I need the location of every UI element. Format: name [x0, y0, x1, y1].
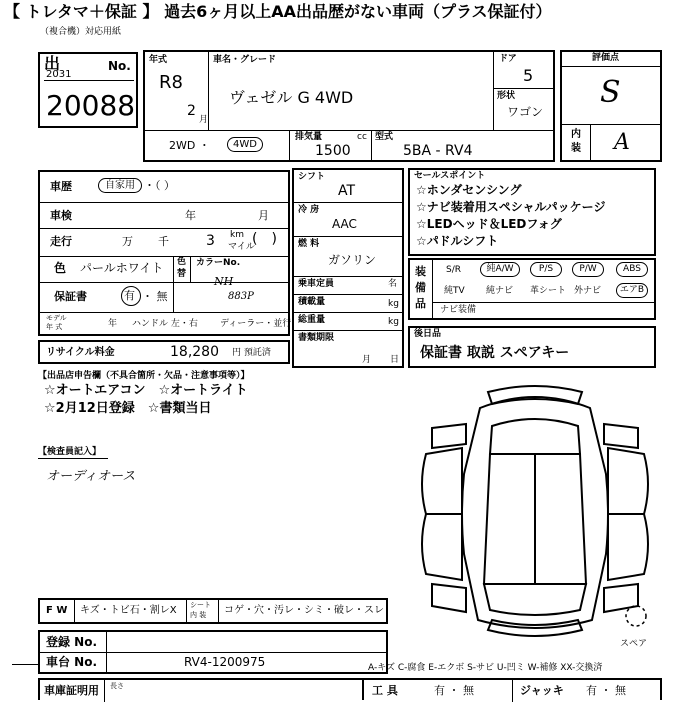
form-subnote: （複合機）対応用紙 — [40, 27, 122, 37]
lot-small-number: 2031 — [46, 69, 72, 80]
shape-value: ワゴン — [507, 105, 544, 119]
nenshiki-month-unit: 月 — [199, 115, 209, 125]
shako-label: 車庫証明用 — [44, 684, 99, 697]
katashiki-value: 5BA - RV4 — [403, 143, 473, 159]
car-rear-window — [484, 584, 586, 615]
colorno-value-2: 883P — [228, 291, 254, 302]
doors-value: 5 — [523, 66, 534, 85]
soukou-label: 走行 — [50, 235, 72, 248]
shorui-month: 月 — [362, 355, 372, 365]
chadai-label: 車台 No. — [46, 655, 98, 669]
shareki-rest: ・（ ） — [144, 179, 175, 192]
inspector-note: オーディオース — [46, 469, 136, 484]
doors-label: ドア — [499, 54, 517, 64]
soukou-unit-km: km — [230, 230, 244, 240]
car-windshield — [490, 419, 580, 454]
score-label: 評価点 — [592, 53, 620, 63]
nenshiki-label: 年式 — [149, 55, 168, 65]
shop-notes-line: ☆オートエアコン ☆オートライト — [44, 383, 248, 398]
interior-score-value: A — [614, 130, 630, 155]
sales-points-box — [408, 168, 656, 256]
recycle-value: 18,280 — [170, 344, 219, 360]
model-name: ヴェゼル G 4WD — [229, 88, 354, 107]
shaken-month: 月 — [258, 209, 269, 222]
equipment-label-1: 装 — [415, 265, 426, 278]
soukou-value: 3 — [206, 233, 215, 249]
equip-sr: S/R — [446, 265, 461, 275]
seat-text: コゲ・穴・汚レ・シミ・破レ・スレ — [224, 605, 384, 616]
shako-small-label: 長さ — [110, 682, 124, 690]
jack-value: 有 ・ 無 — [586, 684, 626, 697]
lot-shutsu-label: 出 — [44, 54, 61, 73]
irokae-label-1: 色 — [177, 257, 187, 267]
color-label: 色 — [54, 261, 67, 275]
shop-notes-label: 【出品店申告欄（不具合箇所・欠品・注意事項等）】 — [38, 371, 250, 381]
shape-label: 形状 — [497, 91, 516, 101]
navi-equip-label: ナビ装備 — [440, 305, 477, 315]
shareki-label: 車歴 — [50, 180, 72, 193]
car-damage-diagram — [410, 384, 660, 644]
recycle-label: リサイクル料金 — [46, 347, 115, 358]
interior-label-1: 内 — [571, 129, 581, 140]
score-value: S — [600, 75, 621, 110]
model-year-unit: 年 — [108, 319, 118, 329]
shift-label: シフト — [298, 172, 326, 182]
left-rear-door — [422, 514, 462, 580]
right-front-door — [608, 448, 648, 514]
fuel-value: ガソリン — [328, 253, 377, 267]
soukou-paren: ( ) — [252, 231, 277, 247]
fuel-label: 燃 料 — [298, 239, 320, 249]
equipment-label-2: 備 — [415, 281, 426, 294]
model-year-label-2: 年 式 — [46, 323, 63, 331]
soukou-man: 万 — [122, 235, 133, 248]
hosho-rest: ・ 無 — [142, 290, 168, 303]
atozuke-box — [408, 326, 656, 368]
sales-label: セールスポイント — [414, 171, 486, 181]
equip-abs: ABS — [616, 262, 648, 277]
fw-text: キズ・トビ石・割レX — [80, 605, 177, 616]
aircon-label: 冷 房 — [298, 205, 320, 215]
atozuke-value: 保証書 取説 スペアキー — [420, 345, 570, 361]
jack-label: ジャッキ — [520, 684, 564, 697]
garage-row — [38, 678, 388, 700]
tools-label: 工 具 — [372, 684, 398, 697]
recycle-unit: 円 預託済 — [232, 348, 271, 358]
shorui-day: 日 — [390, 355, 400, 365]
drive-2wd: 2WD ・ — [169, 139, 210, 152]
interior-label-2: 装 — [571, 143, 581, 154]
spare-label: スペア — [620, 639, 648, 649]
equip-tv: 純TV — [444, 286, 465, 296]
soujuuryou-label: 総重量 — [298, 315, 326, 325]
colorno-label: カラーNo. — [196, 258, 241, 268]
equip-navi: 純ナビ — [486, 286, 514, 296]
aircon-value: AAC — [332, 217, 357, 231]
shareki-value-circled: 自家用 — [98, 178, 142, 193]
engine-value: 1500 — [315, 143, 351, 159]
sales-item: ☆ホンダセンシング — [416, 183, 522, 197]
fw-label: F W — [46, 605, 68, 616]
soukou-sen: 千 — [158, 235, 169, 248]
touroku-label: 登録 No. — [46, 635, 98, 649]
seat-label-1: シート — [190, 601, 211, 609]
left-front-door — [422, 448, 462, 514]
sekisai-unit: kg — [388, 299, 399, 309]
model-year-row — [38, 314, 290, 336]
nenshiki-era: R8 — [159, 72, 183, 93]
hosho-ari: 有 — [124, 289, 135, 302]
engine-label: 排気量 — [295, 132, 323, 142]
sales-item: ☆パドルシフト — [416, 234, 499, 248]
recycle-row — [38, 340, 290, 364]
sales-item: ☆LEDヘッド＆LEDフォグ — [416, 217, 562, 231]
vehicle-header-box — [143, 50, 555, 162]
atozuke-label: 後日品 — [414, 329, 442, 339]
lot-no-label: No. — [108, 59, 131, 73]
inspector-label: 【検査員記入】 — [38, 447, 102, 457]
teiin-unit: 名 — [388, 279, 398, 289]
model-year-label-1: モデル — [46, 314, 67, 322]
vehicle-info-left — [38, 170, 290, 336]
equipment-box — [408, 258, 656, 320]
katashiki-label: 型式 — [375, 132, 394, 142]
right-rear-door — [608, 514, 648, 580]
engine-unit: cc — [357, 132, 367, 142]
nenshiki-month: 2 — [187, 103, 196, 119]
shop-notes-line: ☆2月12日登録 ☆書類当日 — [44, 401, 212, 416]
banner-title: 【 トレタマ＋保証 】 過去6ヶ月以上AA出品歴がない車両（プラス保証付） — [4, 2, 552, 21]
irokae-label-2: 替 — [177, 269, 187, 279]
equip-ps: P/S — [530, 262, 562, 277]
teiin-label: 乗車定員 — [298, 279, 335, 289]
sekisai-label: 積載量 — [298, 297, 326, 307]
chadai-value: RV4-1200975 — [184, 655, 266, 669]
registration-box — [38, 630, 388, 674]
seat-label-2: 内 装 — [190, 611, 207, 619]
soujuuryou-unit: kg — [388, 317, 399, 327]
lot-number-box — [38, 52, 138, 128]
vehicle-info-middle — [292, 168, 404, 368]
sales-item: ☆ナビ装着用スペシャルパッケージ — [416, 200, 606, 214]
damage-legend: A-キズ C-腐食 E-エクボ S-サビ U-凹ミ W-補修 XX-交換済 — [368, 663, 603, 673]
drive-4wd-circled: 4WD — [227, 137, 263, 152]
equip-pw: P/W — [572, 262, 604, 277]
tools-value: 有 ・ 無 — [434, 684, 474, 697]
soukou-unit-mile: マイル — [228, 242, 255, 252]
shift-value: AT — [338, 183, 356, 199]
score-box — [560, 50, 662, 162]
fw-seat-row — [38, 598, 388, 624]
equip-extnavi: 外ナビ — [574, 286, 602, 296]
lot-number: 20088 — [46, 89, 136, 122]
color-value: パールホワイト — [80, 261, 164, 275]
hosho-label: 保証書 — [54, 290, 87, 303]
handle-option: ハンドル 左・右 — [132, 319, 198, 329]
spare-tire-icon — [626, 606, 646, 626]
equip-leather: 革シート — [530, 286, 567, 296]
colorno-value-1: NH — [214, 275, 234, 288]
shaken-year: 年 — [185, 209, 196, 222]
equip-aw-circled: 純A/W — [480, 262, 520, 277]
shorui-label: 書類期限 — [298, 333, 335, 343]
equip-airbag-circled: エアB — [616, 283, 648, 298]
shaken-label: 車検 — [50, 209, 72, 222]
equipment-label-3: 品 — [415, 297, 426, 310]
dealer-option: ディーラー・並行 — [220, 319, 292, 329]
tools-box — [362, 678, 662, 700]
model-label: 車名・グレード — [213, 55, 277, 65]
